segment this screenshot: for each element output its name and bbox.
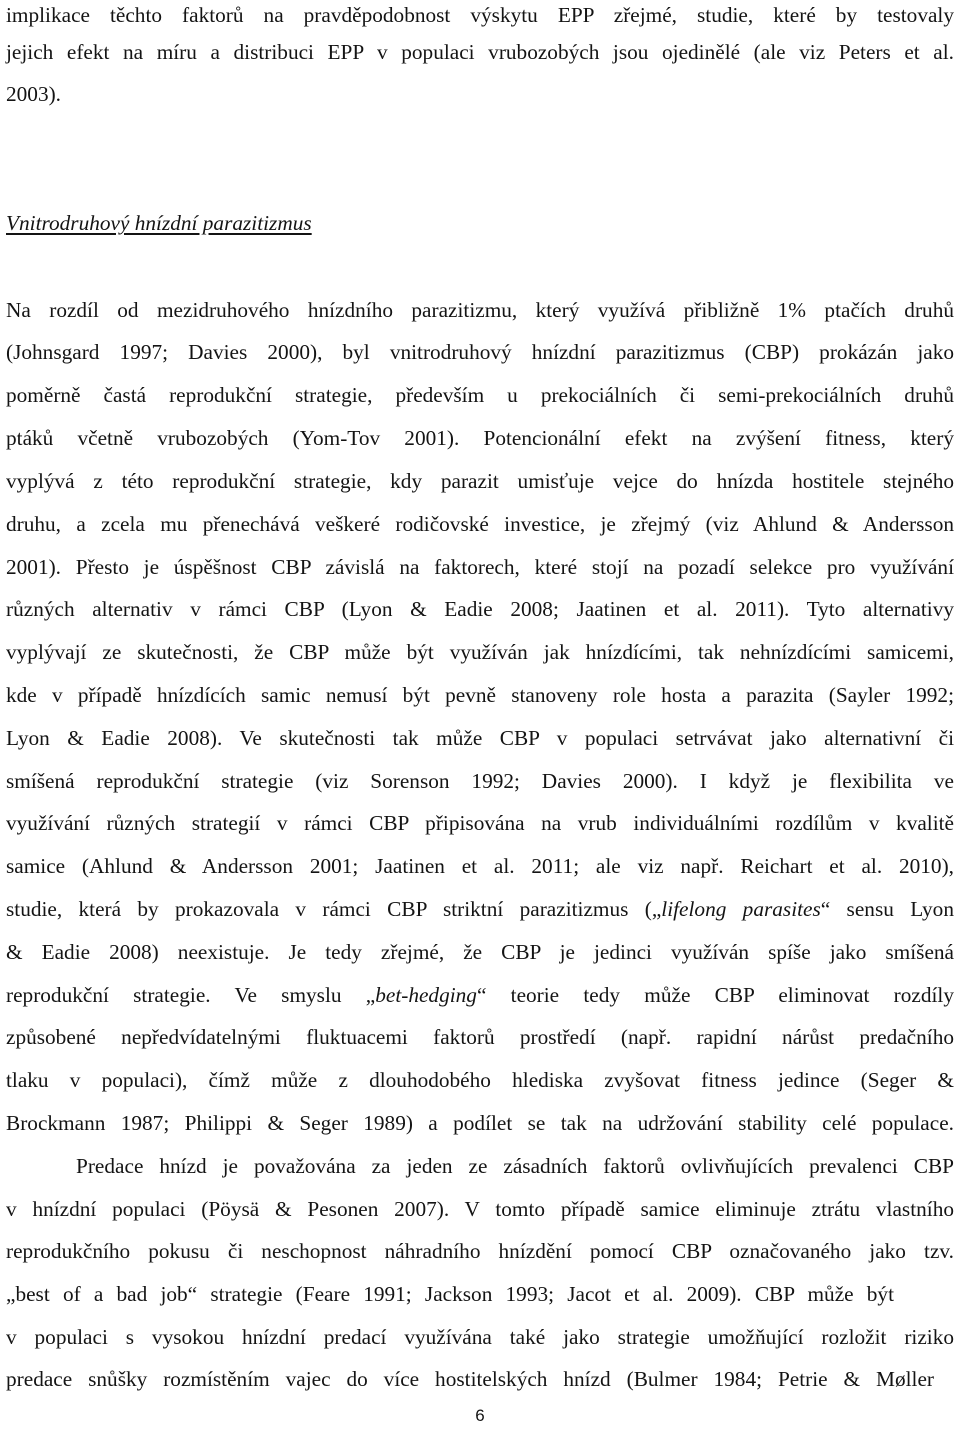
paragraph-line: poměrně častá reprodukční strategie, především u prekociálních či semi-prekociálních druhů	[6, 383, 954, 407]
paragraph-line: Predace hnízd je považována za jeden ze zásadních faktorů ovlivňujících prevalenci CBP	[76, 1154, 954, 1178]
line-text: studie, která by prokazovala v rámci CBP striktní parazitizmus („	[6, 897, 662, 921]
paragraph-line: druhu, a zcela mu přenechává veškeré rodičovské investice, je zřejmý (viz Ahlund & Andersson	[6, 512, 954, 536]
paragraph-line: reprodukčního pokusu či neschopnost náhradního hnízdění pomocí CBP označovaného jako tzv.	[6, 1239, 954, 1263]
paragraph-line: smíšená reprodukční strategie (viz Sorenson 1992; Davies 2000). I když je flexibilita ve	[6, 769, 954, 793]
paragraph-line: predace snůšky rozmístěním vajec do více hostitelských hnízd (Bulmer 1984; Petrie & Møller	[6, 1367, 934, 1391]
paragraph-line: samice (Ahlund & Andersson 2001; Jaatinen et al. 2011; ale viz např. Reichart et al. 2010),	[6, 854, 954, 878]
paragraph-line: Na rozdíl od mezidruhového hnízdního parazitizmu, který využívá přibližně 1% ptačích druhů	[6, 298, 954, 322]
intro-line: jejich efekt na míru a distribuci EPP v populaci vrubozobých jsou ojedinělé (ale viz Peters et al.	[6, 40, 954, 64]
paragraph-line: & Eadie 2008) neexistuje. Je tedy zřejmé, že CBP je jedinci využíván spíše jako smíšená	[6, 940, 954, 964]
page-number: 6	[475, 1406, 485, 1425]
line-text: “ teorie tedy může CBP eliminovat rozdíly	[476, 983, 954, 1007]
paragraph-line: „best of a bad job“ strategie (Feare 1991; Jackson 1993; Jacot et al. 2009). CBP může být	[6, 1282, 894, 1306]
intro-line: 2003).	[6, 82, 62, 106]
paragraph-line: v populaci s vysokou hnízdní predací využívána také jako strategie umožňující rozložit riziko	[6, 1325, 954, 1349]
section-heading: Vnitrodruhový hnízdní parazitizmus	[6, 211, 312, 235]
paragraph-line: tlaku v populaci), čímž může z dlouhodobého hlediska zvyšovat fitness jedince (Seger &	[6, 1068, 954, 1092]
paragraph-line: v hnízdní populaci (Pöysä & Pesonen 2007). V tomto případě samice eliminuje ztrátu vlastního	[6, 1197, 954, 1221]
paragraph-line	[6, 980, 954, 1010]
paragraph-line: vyplývá z této reprodukční strategie, kdy parazit umisťuje vejce do hnízda hostitele stejného	[6, 469, 954, 493]
paragraph-line: různých alternativ v rámci CBP (Lyon & Eadie 2008; Jaatinen et al. 2011). Tyto alternativy	[6, 597, 954, 621]
paragraph-line: Lyon & Eadie 2008). Ve skutečnosti tak může CBP v populaci setrvávat jako alternativní či	[6, 726, 954, 750]
italic-term: lifelong parasites	[661, 897, 821, 921]
paragraph-line: vyplývají ze skutečnosti, že CBP může být využíván jak hnízdícími, tak nehnízdícími samicemi,	[6, 640, 954, 664]
paragraph-line: ptáků včetně vrubozobých (Yom-Tov 2001). Potencionální efekt na zvýšení fitness, který	[6, 426, 954, 450]
paragraph-line: způsobené nepředvídatelnými fluktuacemi faktorů prostředí (např. rapidní nárůst predačního	[6, 1025, 954, 1049]
paragraph-line: (Johnsgard 1997; Davies 2000), byl vnitrodruhový hnízdní parazitizmus (CBP) prokázán jako	[6, 340, 954, 364]
paragraph-line	[6, 894, 954, 924]
paragraph-line: Brockmann 1987; Philippi & Seger 1989) a podílet se tak na udržování stability celé populace.	[6, 1111, 954, 1135]
line-text: “ sensu Lyon	[820, 897, 954, 921]
intro-line: implikace těchto faktorů na pravděpodobnost výskytu EPP zřejmé, studie, které by testovaly	[6, 3, 954, 27]
line-text: reprodukční strategie. Ve smyslu „	[6, 983, 376, 1007]
paragraph-line: využívání různých strategií v rámci CBP připisována na vrub individuálními rozdílům v kvalitě	[6, 811, 954, 835]
paragraph-line: kde v případě hnízdících samic nemusí být pevně stanoveny role hosta a parazita (Sayler 1992;	[6, 683, 954, 707]
paragraph-line: 2001). Přesto je úspěšnost CBP závislá na faktorech, které stojí na pozadí selekce pro využívání	[6, 555, 954, 579]
italic-term: bet-hedging	[375, 983, 477, 1007]
